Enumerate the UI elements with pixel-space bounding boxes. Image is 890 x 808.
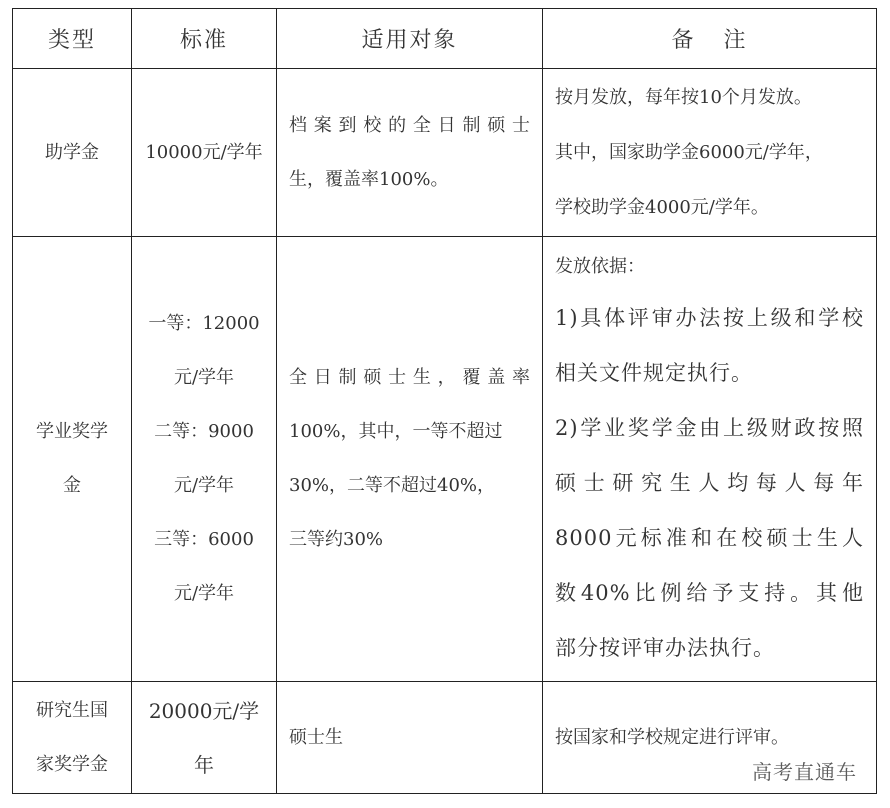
notes-text: 2)学业奖学金由上级财政按照 [555, 415, 864, 440]
notes-text: 按国家和学校规定进行评审。 [555, 727, 789, 748]
type-cell [13, 682, 132, 794]
header-type: 类型 [13, 9, 132, 69]
watermark: 高考直通车 [752, 760, 857, 784]
type-text: 研究生国 [36, 699, 108, 721]
standard-text: 年 [194, 752, 214, 777]
target-cell [277, 69, 543, 237]
notes-text: 其中，国家助学金6000元/学年， [555, 142, 823, 163]
target-cell [277, 682, 543, 794]
type-cell [13, 237, 132, 682]
target-text: 硕士生 [289, 726, 343, 748]
standard-text: 二等：9000 [154, 421, 254, 442]
header-standard: 标准 [132, 9, 277, 69]
target-text: 全日制硕士生，覆盖率 [289, 367, 530, 388]
header-row [13, 9, 877, 69]
notes-text: 1)具体评审办法按上级和学校 [555, 305, 864, 330]
standard-text: 元/学年 [173, 367, 235, 388]
standard-text: 20000元/学 [148, 698, 260, 723]
notes-text: 学校助学金4000元/学年。 [555, 197, 769, 218]
target-text: 三等约30% [289, 529, 384, 550]
type-text: 学业奖学 [36, 421, 108, 442]
notes-text: 8000元标准和在校硕士生人 [555, 525, 864, 550]
notes-text: 数40%比例给予支持。其他 [555, 580, 864, 605]
standard-text: 三等：6000 [154, 529, 254, 550]
standard-cell [132, 237, 277, 682]
table-row [13, 69, 877, 237]
standard-cell [132, 682, 277, 794]
target-text: 30%，二等不超过40%， [289, 475, 496, 496]
standard-text: 元/学年 [173, 475, 235, 496]
table-row [13, 682, 877, 794]
type-cell [13, 69, 132, 237]
target-text: 档案到校的全日制硕士 [289, 114, 530, 136]
notes-text: 部分按评审办法执行。 [555, 635, 775, 660]
table-row [13, 237, 877, 682]
scholarship-table [12, 8, 877, 794]
type-text: 助学金 [45, 141, 99, 163]
standard-text: 一等：12000 [148, 313, 260, 334]
type-text: 金 [63, 475, 81, 496]
target-cell [277, 237, 543, 682]
standard-text: 元/学年 [173, 583, 235, 604]
notes-text: 按月发放，每年按10个月发放。 [555, 87, 812, 108]
notes-cell [543, 237, 877, 682]
standard-cell [132, 69, 277, 237]
target-text: 生，覆盖率100%。 [289, 168, 449, 190]
header-target: 适用对象 [277, 9, 543, 69]
header-notes: 备注 [543, 9, 877, 69]
notes-text: 硕士研究生人均每人每年 [555, 470, 864, 495]
notes-text: 相关文件规定执行。 [555, 360, 753, 385]
notes-text: 发放依据： [555, 255, 645, 277]
notes-cell [543, 69, 877, 237]
type-text: 家奖学金 [36, 753, 108, 775]
standard-text: 10000元/学年 [145, 141, 263, 163]
target-text: 100%，其中，一等不超过 [289, 421, 503, 442]
